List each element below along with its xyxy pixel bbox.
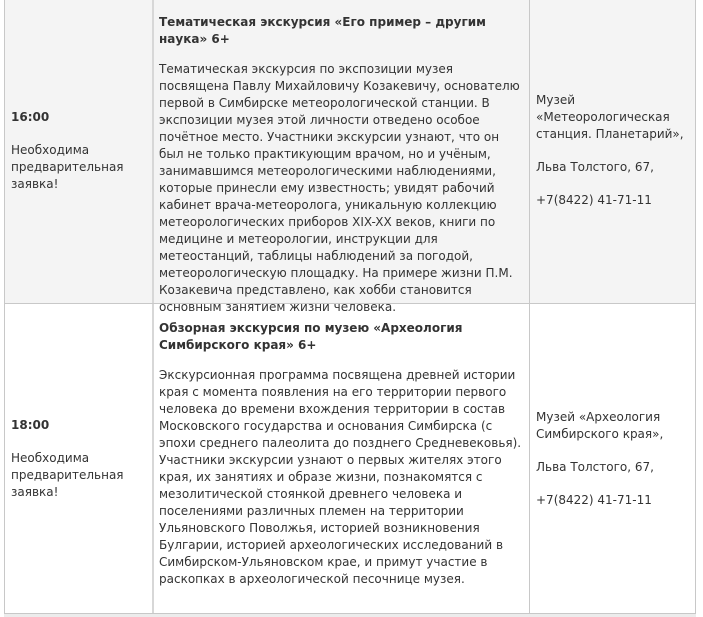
table-row bbox=[4, 304, 696, 614]
place-cell bbox=[530, 0, 696, 303]
time-cell bbox=[4, 304, 152, 613]
venue-phone: +7(8422) 41-71-11 bbox=[536, 193, 652, 207]
event-time: 16:00 bbox=[11, 109, 50, 124]
venue-name: Музей «Археология Симбирского края», bbox=[536, 409, 664, 441]
venue-address: Льва Толстого, 67, bbox=[536, 160, 654, 174]
time-cell bbox=[4, 0, 152, 303]
place-cell bbox=[530, 304, 696, 613]
registration-note: Необходима предварительная заявка! bbox=[11, 450, 124, 499]
venue-name: Музей «Метеорологическая станция. Планетарий», bbox=[536, 93, 684, 141]
venue-address: Льва Толстого, 67, bbox=[536, 459, 654, 474]
registration-note: Необходима предварительная заявка! bbox=[11, 142, 124, 191]
description-cell bbox=[152, 304, 530, 613]
event-title: Обзорная экскурсия по музею «Археология Симбирского края» 6+ bbox=[159, 321, 463, 352]
description-cell bbox=[152, 0, 530, 314]
event-time: 18:00 bbox=[11, 417, 50, 432]
table-row bbox=[4, 0, 696, 314]
event-description: Тематическая экскурсия по экспозиции музея посвящена Павлу Михайловичу Козакевичу, основателю первой в Симбирске метеорологической станции. В экспозиции музея этой личности отведено особое почётное место. Участники экскурсии узнают, что он был не только практикующим врачом, но и учёным, занимавшимся метеорологическими наблюдениями, которые принесли ему известность; увидят рабочий кабинет врача-метеоролога, уникальную коллекцию метеорологических приборов XIX-XX веков, книги по медицине и метеорологии, инструкции для метеостанций, таблицы наблюдений за погодой, метеорологическую площадку. На примере жизни П.М. Козакевича представлено, как хобби становится основным занятием жизни человека. bbox=[159, 62, 520, 314]
event-description: Экскурсионная программа посвящена древней истории края с момента появления на его территории первого человека до времени вхождения территории в состав Московского государства и основания Симбирска (с эпохи среднего палеолита до позднего Средневековья). Участники экскурсии узнают о первых жителях этого края, их занятиях и образе жизни, познакомятся с мезолитической стоянкой древнего человека и поселениями различных племен на территории Ульяновского Поволжья, историей возникновения Булгарии, историей археологических исследований в Симбирском-Ульяновском крае, и примут участие в раскопках в археологической песочнице музея. bbox=[159, 368, 522, 586]
venue-phone: +7(8422) 41-71-11 bbox=[536, 492, 652, 507]
event-title: Тематическая экскурсия «Его пример – другим наука» 6+ bbox=[159, 15, 486, 46]
schedule-table bbox=[4, 0, 696, 614]
